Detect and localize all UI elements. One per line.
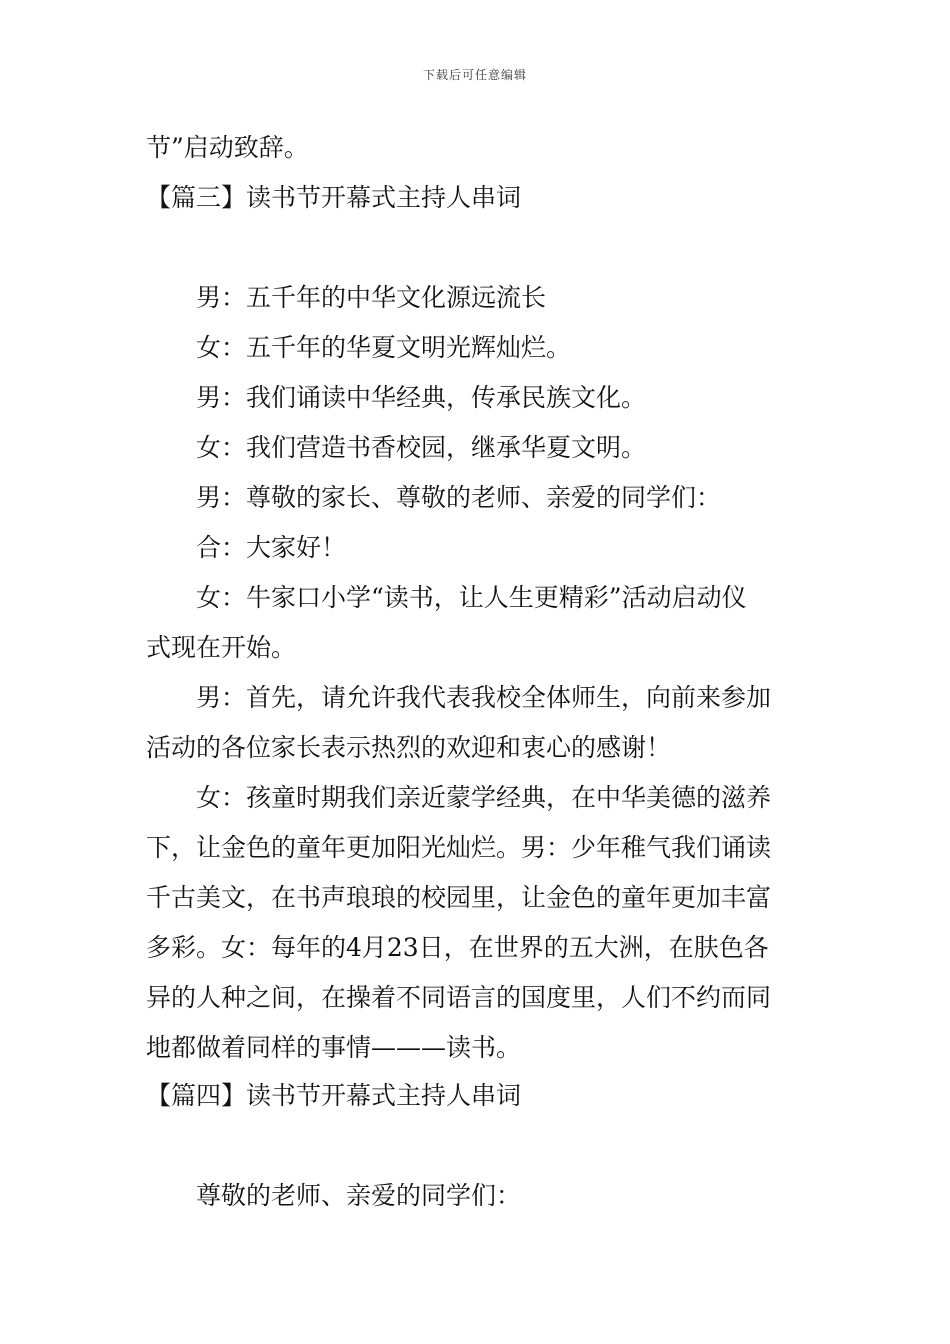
text-line: 女：牛家口小学“读书，让人生更精彩”活动启动仪 xyxy=(196,583,747,612)
text-line: 男：尊敬的家长、尊敬的老师、亲爱的同学们： xyxy=(196,483,722,512)
text-line: 男：首先，请允许我代表我校全体师生，向前来参加 xyxy=(196,683,772,712)
section-heading: 【篇三】读书节开幕式主持人串词 xyxy=(146,183,522,212)
text-line: 合：大家好！ xyxy=(196,533,347,562)
section-heading: 【篇四】读书节开幕式主持人串词 xyxy=(146,1081,522,1110)
text-line: 男：五千年的中华文化源远流长 xyxy=(196,283,547,312)
text-line: 千古美文，在书声琅琅的校园里，让金色的童年更加丰富 xyxy=(146,883,772,912)
text-line: 多彩。女：每年的4月23日，在世界的五大洲，在肤色各 xyxy=(146,933,769,962)
text-line: 活动的各位家长表示热烈的欢迎和衷心的感谢！ xyxy=(146,733,672,762)
text-line: 式现在开始。 xyxy=(146,633,297,662)
text-line: 下，让金色的童年更加阳光灿烂。男：少年稚气我们诵读 xyxy=(146,833,772,862)
text-line: 女：五千年的华夏文明光辉灿烂。 xyxy=(196,333,572,362)
text-line: 男：我们诵读中华经典，传承民族文化。 xyxy=(196,383,647,412)
text-line: 地都做着同样的事情———读书。 xyxy=(146,1033,522,1062)
text-line: 节”启动致辞。 xyxy=(146,133,309,162)
text-line: 女：我们营造书香校园，继承华夏文明。 xyxy=(196,433,647,462)
text-line: 异的人种之间，在操着不同语言的国度里，人们不约而同 xyxy=(146,983,772,1012)
text-line: 女：孩童时期我们亲近蒙学经典，在中华美德的滋养 xyxy=(196,783,772,812)
page-header: 下载后可任意编辑 xyxy=(422,68,527,82)
text-line: 尊敬的老师、亲爱的同学们： xyxy=(196,1181,522,1210)
